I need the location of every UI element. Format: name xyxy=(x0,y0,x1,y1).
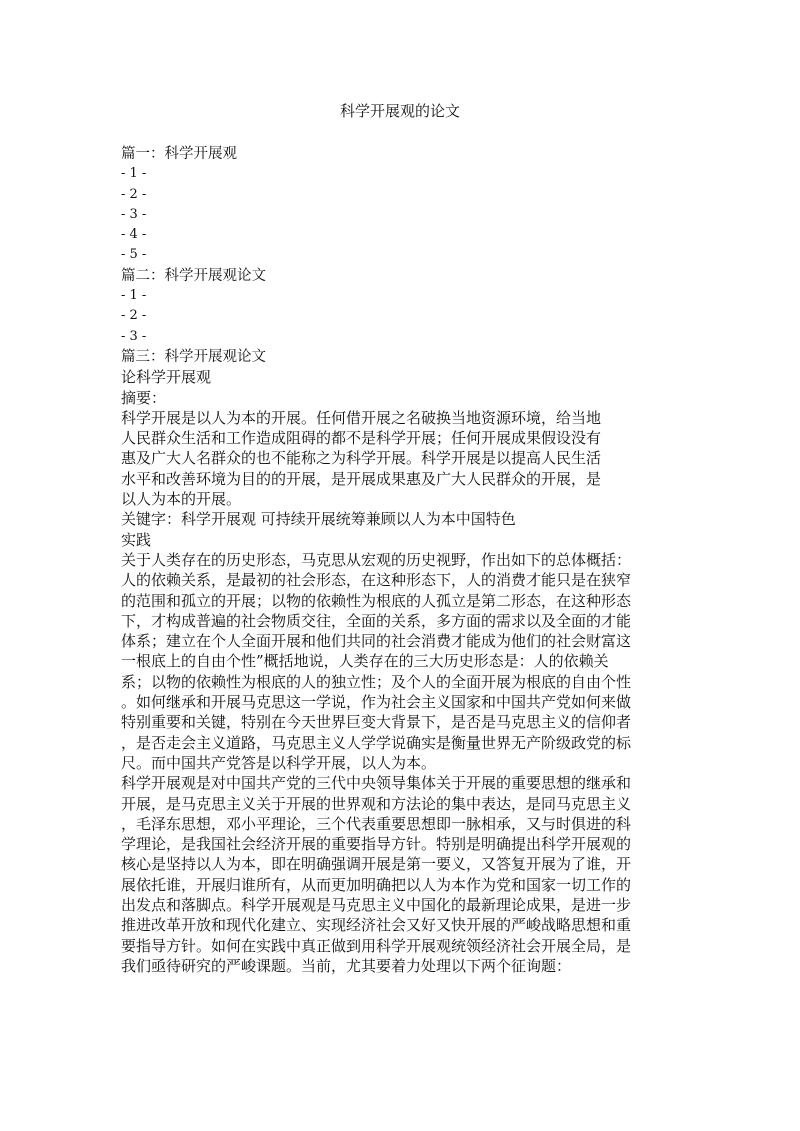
text-line: 出发点和落脚点。科学开展观是马克思主义中国化的最新理论成果，是进一步 xyxy=(121,895,632,914)
page-number: - 1 - xyxy=(121,288,147,304)
text-line: 我们亟待研究的严峻课题。当前，尤其要着力处理以下两个征询题： xyxy=(121,956,572,975)
page-number: - 3 - xyxy=(121,206,147,222)
abstract-label: 摘要： xyxy=(121,388,167,407)
page-number: - 4 - xyxy=(121,227,147,243)
text-line: 。如何继承和开展马克思这一学说，作为社会主义国家和中国共产党如何来做 xyxy=(121,693,632,712)
text-line: 的范围和孤立的开展；以物的依赖性为根底的人孤立是第二形态，在这种形态 xyxy=(121,591,632,610)
text-line: 开展，是马克思主义关于开展的世界观和方法论的集中表达，是同马克思主义 xyxy=(121,794,632,813)
toc-heading-1: 篇一：科学开展观 xyxy=(121,146,237,162)
text-line: 人民群众生活和工作造成阻碍的都不是科学开展；任何开展成果假设没有 xyxy=(121,429,602,448)
document-body xyxy=(121,144,681,996)
page-number: - 3 - xyxy=(121,328,147,344)
text-line: 核心是坚持以人为本，即在明确强调开展是第一要义，又答复开展为了谁，开 xyxy=(121,855,632,874)
text-line: 水平和改善环境为目的的开展，是开展成果惠及广大人民群众的开展，是 xyxy=(121,469,602,488)
essay-title: 论科学开展观 xyxy=(121,368,212,387)
essay-text xyxy=(121,367,681,996)
text-line: 体系；建立在个人全面开展和他们共同的社会消费才能成为他们的社会财富这 xyxy=(121,632,632,651)
page-number: - 2 - xyxy=(121,186,147,202)
page-number: - 1 - xyxy=(121,166,147,182)
text-line: 特别重要和关键，特别在今天世界巨变大背景下，是否是马克思主义的信仰者 xyxy=(121,713,632,732)
text-line: 惠及广大人名群众的也不能称之为科学开展。科学开展是以提高人民生活 xyxy=(121,449,602,468)
text-line: 关于人类存在的历史形态，马克思从宏观的历史视野，作出如下的总体概括： xyxy=(121,550,632,569)
text-line: 展依托谁，开展归谁所有，从而更加明确把以人为本作为党和国家一切工作的 xyxy=(121,875,632,894)
keywords-line: 关键字：科学开展观 可持续开展统筹兼顾以人为本中国特色 xyxy=(121,510,516,529)
toc-heading-2: 篇二：科学开展观论文 xyxy=(121,267,266,284)
text-line: 实践 xyxy=(121,530,152,549)
text-line: 要指导方针。如何在实践中真正做到用科学开展观统领经济社会开展全局，是 xyxy=(121,936,632,955)
text-line: ，毛泽东思想，邓小平理论，三个代表重要思想即一脉相承，又与时俱进的科 xyxy=(121,814,632,833)
text-line: 尺。而中国共产党答是以科学开展，以人为本。 xyxy=(121,753,437,772)
text-line: 学理论，是我国社会经济开展的重要指导方针。特别是明确提出科学开展观的 xyxy=(121,835,632,854)
page-number: - 5 - xyxy=(121,247,147,263)
text-line: 系；以物的依赖性为根底的人的独立性；及个人的全面开展为根底的自由个性 xyxy=(121,672,632,691)
text-line: 科学开展是以人为本的开展。任何借开展之名破换当地资源环境，给当地 xyxy=(121,408,602,427)
text-line xyxy=(121,976,681,996)
document-title: 科学开展观的论文 xyxy=(339,102,460,120)
text-line: ，是否走会主义道路，马克思主义人学学说确实是衡量世界无产阶级政党的标 xyxy=(121,733,632,752)
text-line: 人的依赖关系，是最初的社会形态，在这种形态下，人的消费才能只是在狭窄 xyxy=(121,571,632,590)
page-number: - 2 - xyxy=(121,308,147,324)
toc-heading-3: 篇三：科学开展观论文 xyxy=(121,348,266,365)
text-line: 以人为本的开展。 xyxy=(121,490,242,509)
text-line: 科学开展观是对中国共产党的三代中央领导集体关于开展的重要思想的继承和 xyxy=(121,774,632,793)
text-line: 下，才构成普遍的社会物质交往，全面的关系，多方面的需求以及全面的才能 xyxy=(121,611,632,630)
text-line: 推进改革开放和现代化建立、实现经济社会又好又快开展的严峻战略思想和重 xyxy=(121,916,632,935)
text-line: 一根底上的自由个性”概括地说，人类存在的三大历史形态是：人的依赖关 xyxy=(121,652,609,671)
